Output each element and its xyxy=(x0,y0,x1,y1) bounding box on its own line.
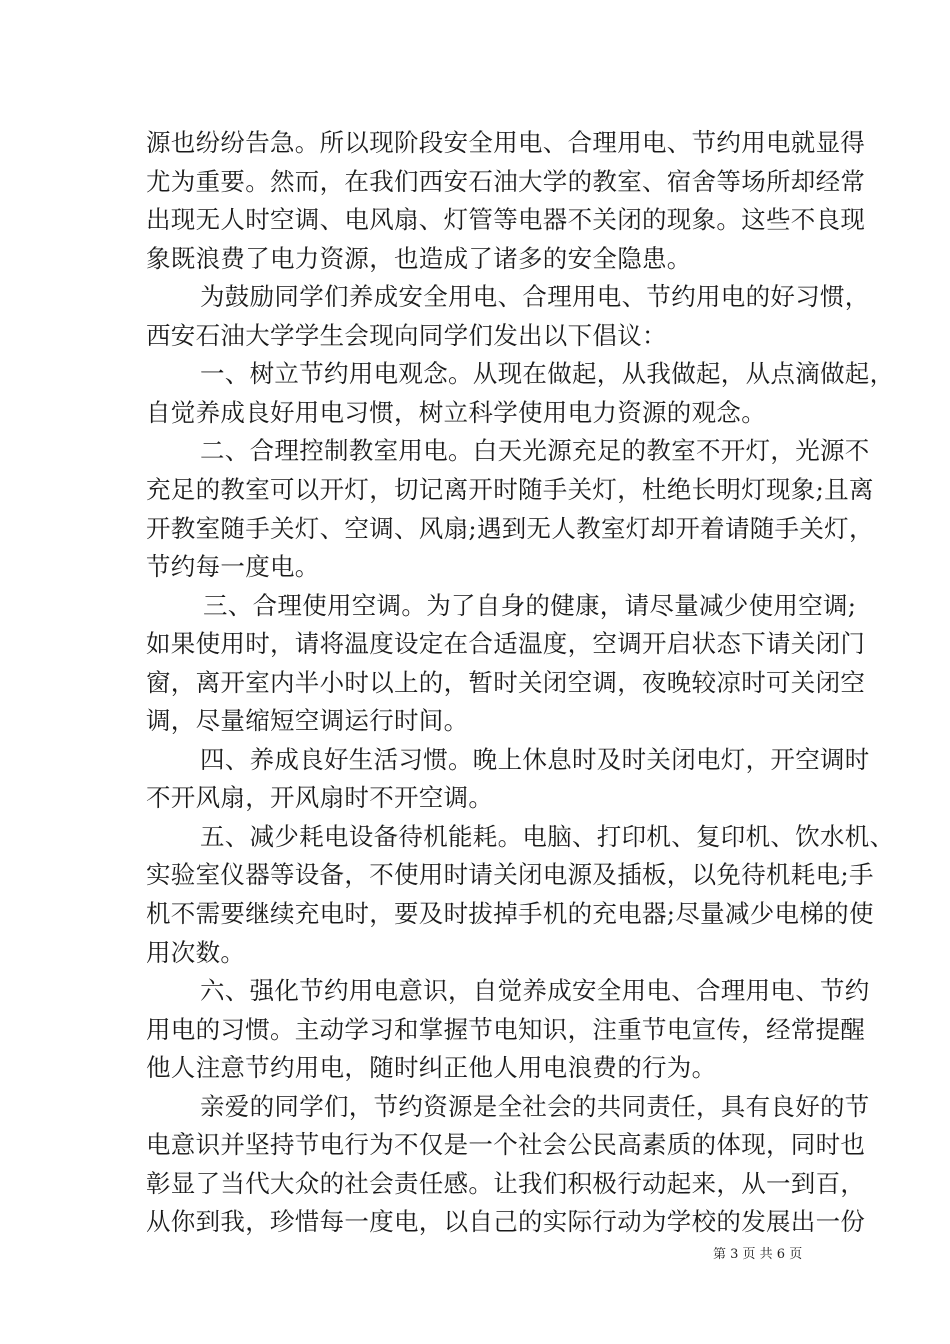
text-line: 二、合理控制教室用电。白天光源充足的教室不开灯，光源不 xyxy=(200,436,870,465)
text-line: 六、强化节约用电意识，自觉养成安全用电、合理用电、节约 xyxy=(200,976,870,1005)
text-line: 他人注意节约用电，随时纠正他人用电浪费的行为。 xyxy=(146,1053,717,1082)
text-line: 机不需要继续充电时，要及时拔掉手机的充电器;尽量减少电梯的使 xyxy=(146,899,874,928)
text-line: 出现无人时空调、电风扇、灯管等电器不关闭的现象。这些不良现 xyxy=(146,205,866,234)
text-line: 西安石油大学学生会现向同学们发出以下倡议： xyxy=(146,321,667,350)
text-line: 节约每一度电。 xyxy=(146,552,320,581)
page-number: 第 3 页 共 6 页 xyxy=(713,1247,803,1262)
text-line: 尤为重要。然而，在我们西安石油大学的教室、宿舍等场所却经常 xyxy=(146,167,866,196)
text-line: 电意识并坚持节电行为不仅是一个社会公民高素质的体现，同时也 xyxy=(146,1130,866,1159)
text-line: 开教室随手关灯、空调、风扇;遇到无人教室灯却开着请随手关灯， xyxy=(146,514,874,543)
text-line: 象既浪费了电力资源，也造成了诸多的安全隐患。 xyxy=(146,244,692,273)
text-line: 充足的教室可以开灯，切记离开时随手关灯，杜绝长明灯现象;且离 xyxy=(146,475,874,504)
text-line: 用次数。 xyxy=(146,938,246,967)
text-line: 调，尽量缩短空调运行时间。 xyxy=(146,706,469,735)
text-line: 一、树立节约用电观念。从现在做起，从我做起，从点滴做起， xyxy=(200,359,895,388)
text-line: 三、合理使用空调。为了自身的健康，请尽量减少使用空调; xyxy=(203,591,857,620)
text-line: 如果使用时，请将温度设定在合适温度，空调开启状态下请关闭门 xyxy=(146,629,866,658)
text-line: 自觉养成良好用电习惯，树立科学使用电力资源的观念。 xyxy=(146,398,766,427)
text-line: 用电的习惯。主动学习和掌握节电知识，注重节电宣传，经常提醒 xyxy=(146,1015,866,1044)
text-line: 实验室仪器等设备，不使用时请关闭电源及插板，以免待机耗电;手 xyxy=(146,860,874,889)
text-line: 亲爱的同学们，节约资源是全社会的共同责任，具有良好的节 xyxy=(200,1092,870,1121)
text-line: 不开风扇，开风扇时不开空调。 xyxy=(146,783,494,812)
text-line: 从你到我，珍惜每一度电，以自己的实际行动为学校的发展出一份 xyxy=(146,1207,866,1236)
text-line: 五、减少耗电设备待机能耗。电脑、打印机、复印机、饮水机、 xyxy=(200,822,895,851)
text-line: 窗，离开室内半小时以上的，暂时关闭空调，夜晚较凉时可关闭空 xyxy=(146,668,866,697)
text-line: 源也纷纷告急。所以现阶段安全用电、合理用电、节约用电就显得 xyxy=(146,128,866,157)
text-line: 四、养成良好生活习惯。晚上休息时及时关闭电灯，开空调时 xyxy=(200,745,870,774)
text-line: 为鼓励同学们养成安全用电、合理用电、节约用电的好习惯， xyxy=(200,282,870,311)
text-line: 彰显了当代大众的社会责任感。让我们积极行动起来，从一到百， xyxy=(146,1169,866,1198)
